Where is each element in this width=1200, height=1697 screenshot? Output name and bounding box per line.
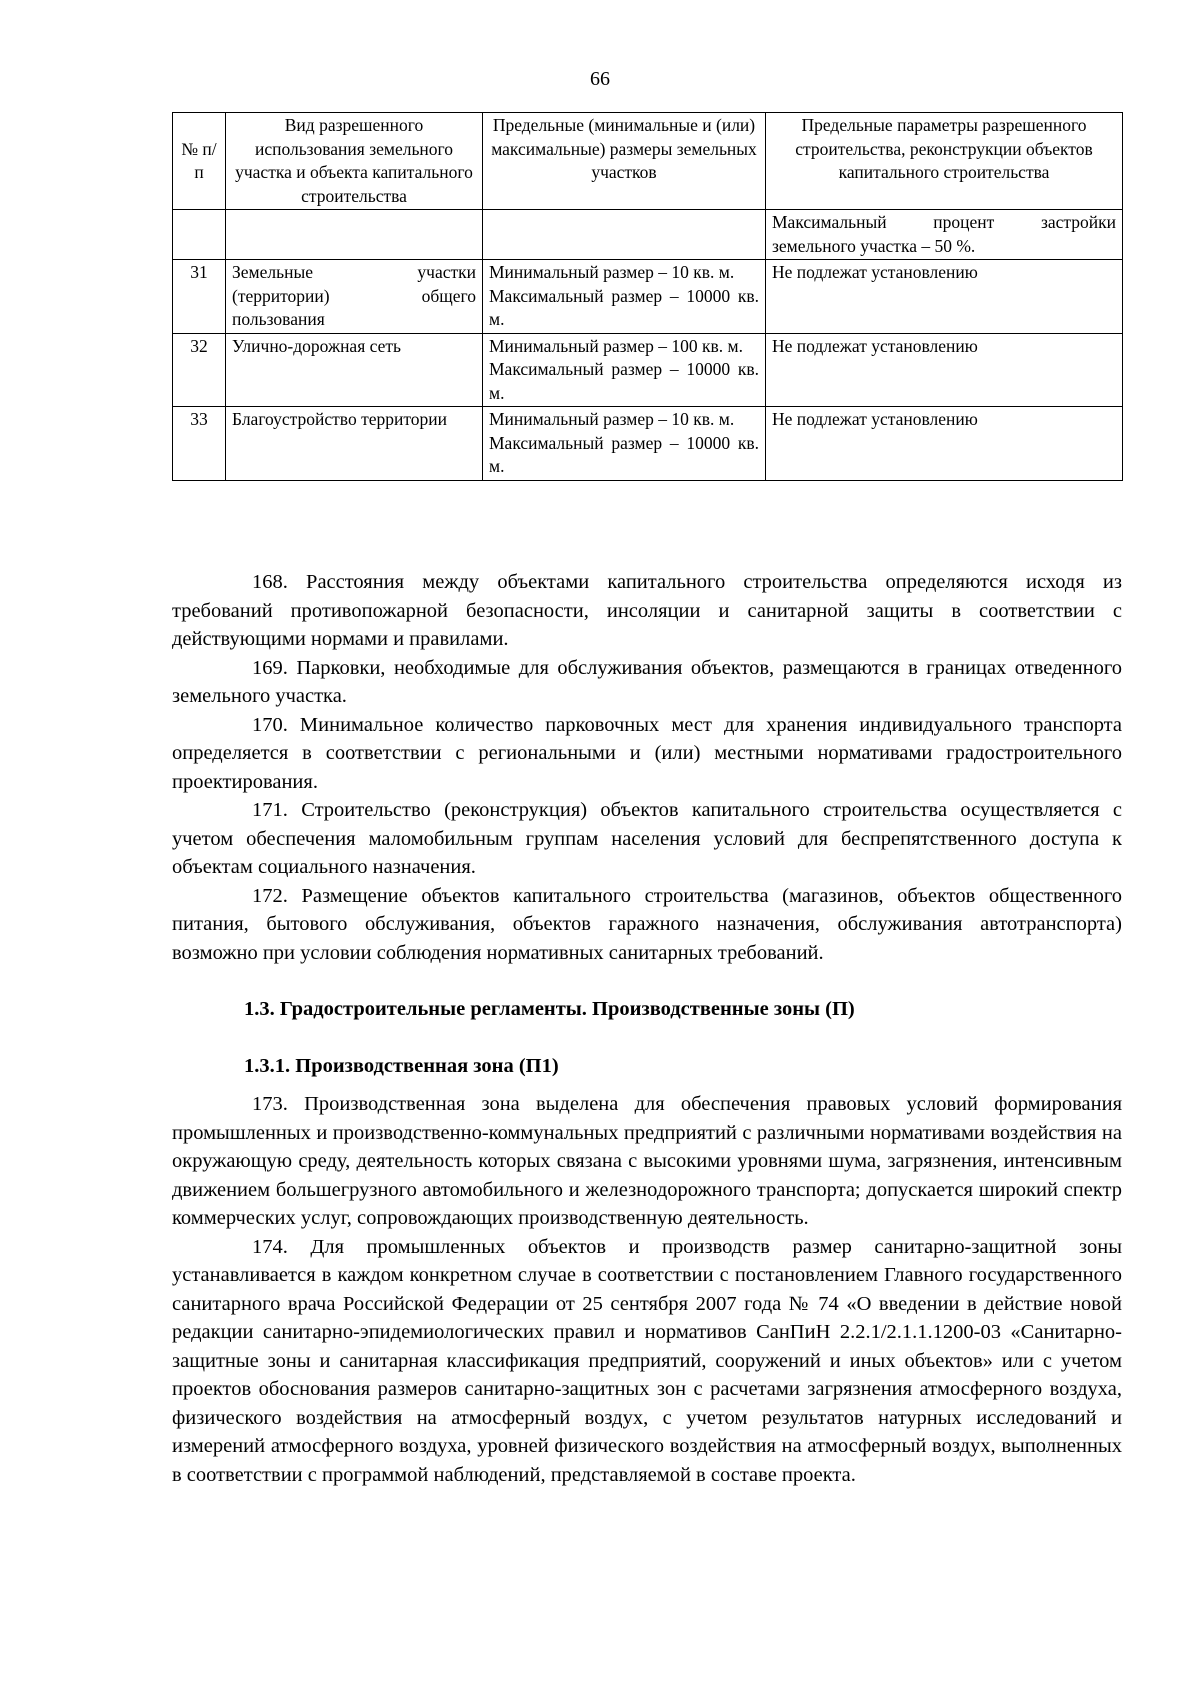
cell-build-params: Не подлежат установлению <box>766 407 1123 481</box>
regulations-table <box>172 112 1123 481</box>
table-row <box>173 260 1123 334</box>
paragraph-174: 174. Для промышленных объектов и производств размер санитарно-защитной зоны устанавливается в каждом конкретном случае в соответствии с постановлением Главного государственного санитарного врача Российской Федерации от 25 сентября 2007 года № 74 «О введении в действие новой редакции санитарно-эпидемиологических правил и нормативов СанПиН 2.2.1/2.1.1.1200-03 «Санитарно-защитные зоны и санитарная классификация предприятий, сооружений и иных объектов» или с учетом проектов обоснования размеров санитарно-защитных зон с расчетами загрязнения атмосферного воздуха, физического воздействия на атмосферный воздух, с учетом результатов натурных исследований и измерений атмосферного воздуха, уровней физического воздействия на атмосферный воздух, выполненных в соответствии с программой наблюдений, представляемой в составе проекта. <box>172 1235 1122 1486</box>
cell-use-type: Земельные участки (территории) общего пользования <box>226 260 483 334</box>
cell-empty <box>483 210 766 260</box>
table-header-row <box>173 113 1123 210</box>
table-row <box>173 407 1123 481</box>
paragraph-173: 173. Производственная зона выделена для обеспечения правовых условий формирования промышленных и производственно-коммунальных предприятий с различными нормативами воздействия на окружающую среду, деятельность которых связана с высокими уровнями шума, загрязнения, интенсивным движением большегрузного автомобильного и железнодорожного транспорта; допускается широкий спектр коммерческих услуг, сопровождающих производственную деятельность. <box>172 1093 1122 1229</box>
cell-use-type: Благоустройство территории <box>226 407 483 481</box>
page-number: 66 <box>590 68 610 90</box>
header-plot-sizes: Предельные (минимальные и (или) максимальные) размеры земельных участков <box>483 113 766 210</box>
cell-plot-sizes <box>483 333 766 407</box>
cell-row-number: 31 <box>173 260 226 334</box>
document-body <box>172 568 1122 1489</box>
paragraph-169: 169. Парковки, необходимые для обслуживания объектов, размещаются в границах отведенного земельного участка. <box>172 656 1122 707</box>
plot-size-min: Минимальный размер – 10 кв. м. <box>489 409 735 429</box>
cell-build-params: Не подлежат установлению <box>766 333 1123 407</box>
paragraph-170: 170. Минимальное количество парковочных мест для хранения индивидуального транспорта определяется в соответствии с региональными и (или) местными нормативами градостроительного проектирования. <box>172 713 1122 793</box>
cell-plot-sizes <box>483 407 766 481</box>
paragraph-171: 171. Строительство (реконструкция) объектов капитального строительства осуществляется с учетом обеспечения маломобильным группам населения условий для беспрепятственного доступа к объектам социального назначения. <box>172 799 1122 878</box>
plot-size-max: Максимальный размер – 10000 кв. м. <box>489 359 759 403</box>
cell-row-number: 32 <box>173 333 226 407</box>
plot-size-min: Минимальный размер – 10 кв. м. <box>489 262 735 282</box>
plot-size-min: Минимальный размер – 100 кв. м. <box>489 335 743 356</box>
table-row <box>173 333 1123 407</box>
header-use-type: Вид разрешенного использования земельного участка и объекта капитального строительства <box>226 113 483 210</box>
cell-plot-sizes <box>483 260 766 334</box>
cell-build-params: Не подлежат установлению <box>766 260 1123 334</box>
paragraph-168: 168. Расстояния между объектами капитального строительства определяются исходя из требований противопожарной безопасности, инсоляции и санитарной защиты в соответствии с действующими нормами и правилами. <box>172 571 1122 650</box>
plot-size-max: Максимальный размер – 10000 кв. м. <box>489 432 759 476</box>
cell-empty <box>226 210 483 260</box>
cell-build-coverage: Максимальный процент застройки земельного участка – 50 %. <box>766 210 1123 260</box>
table-row-continuation <box>173 210 1123 260</box>
section-heading-1-3-1: 1.3.1. Производственная зона (П1) <box>244 1054 559 1077</box>
plot-size-max: Максимальный размер – 10000 кв. м. <box>489 285 759 329</box>
cell-use-type: Улично-дорожная сеть <box>226 333 483 407</box>
header-build-params: Предельные параметры разрешенного строительства, реконструкции объектов капитального строительства <box>766 113 1123 210</box>
cell-row-number: 33 <box>173 407 226 481</box>
cell-empty <box>173 210 226 260</box>
paragraph-172: 172. Размещение объектов капитального строительства (магазинов, объектов общественного питания, бытового обслуживания, объектов гаражного назначения, обслуживания автотранспорта) возможно при условии соблюдения нормативных санитарных требований. <box>172 884 1122 964</box>
section-heading-1-3: 1.3. Градостроительные регламенты. Производственные зоны (П) <box>244 998 855 1020</box>
header-number: № п/п <box>173 113 226 210</box>
